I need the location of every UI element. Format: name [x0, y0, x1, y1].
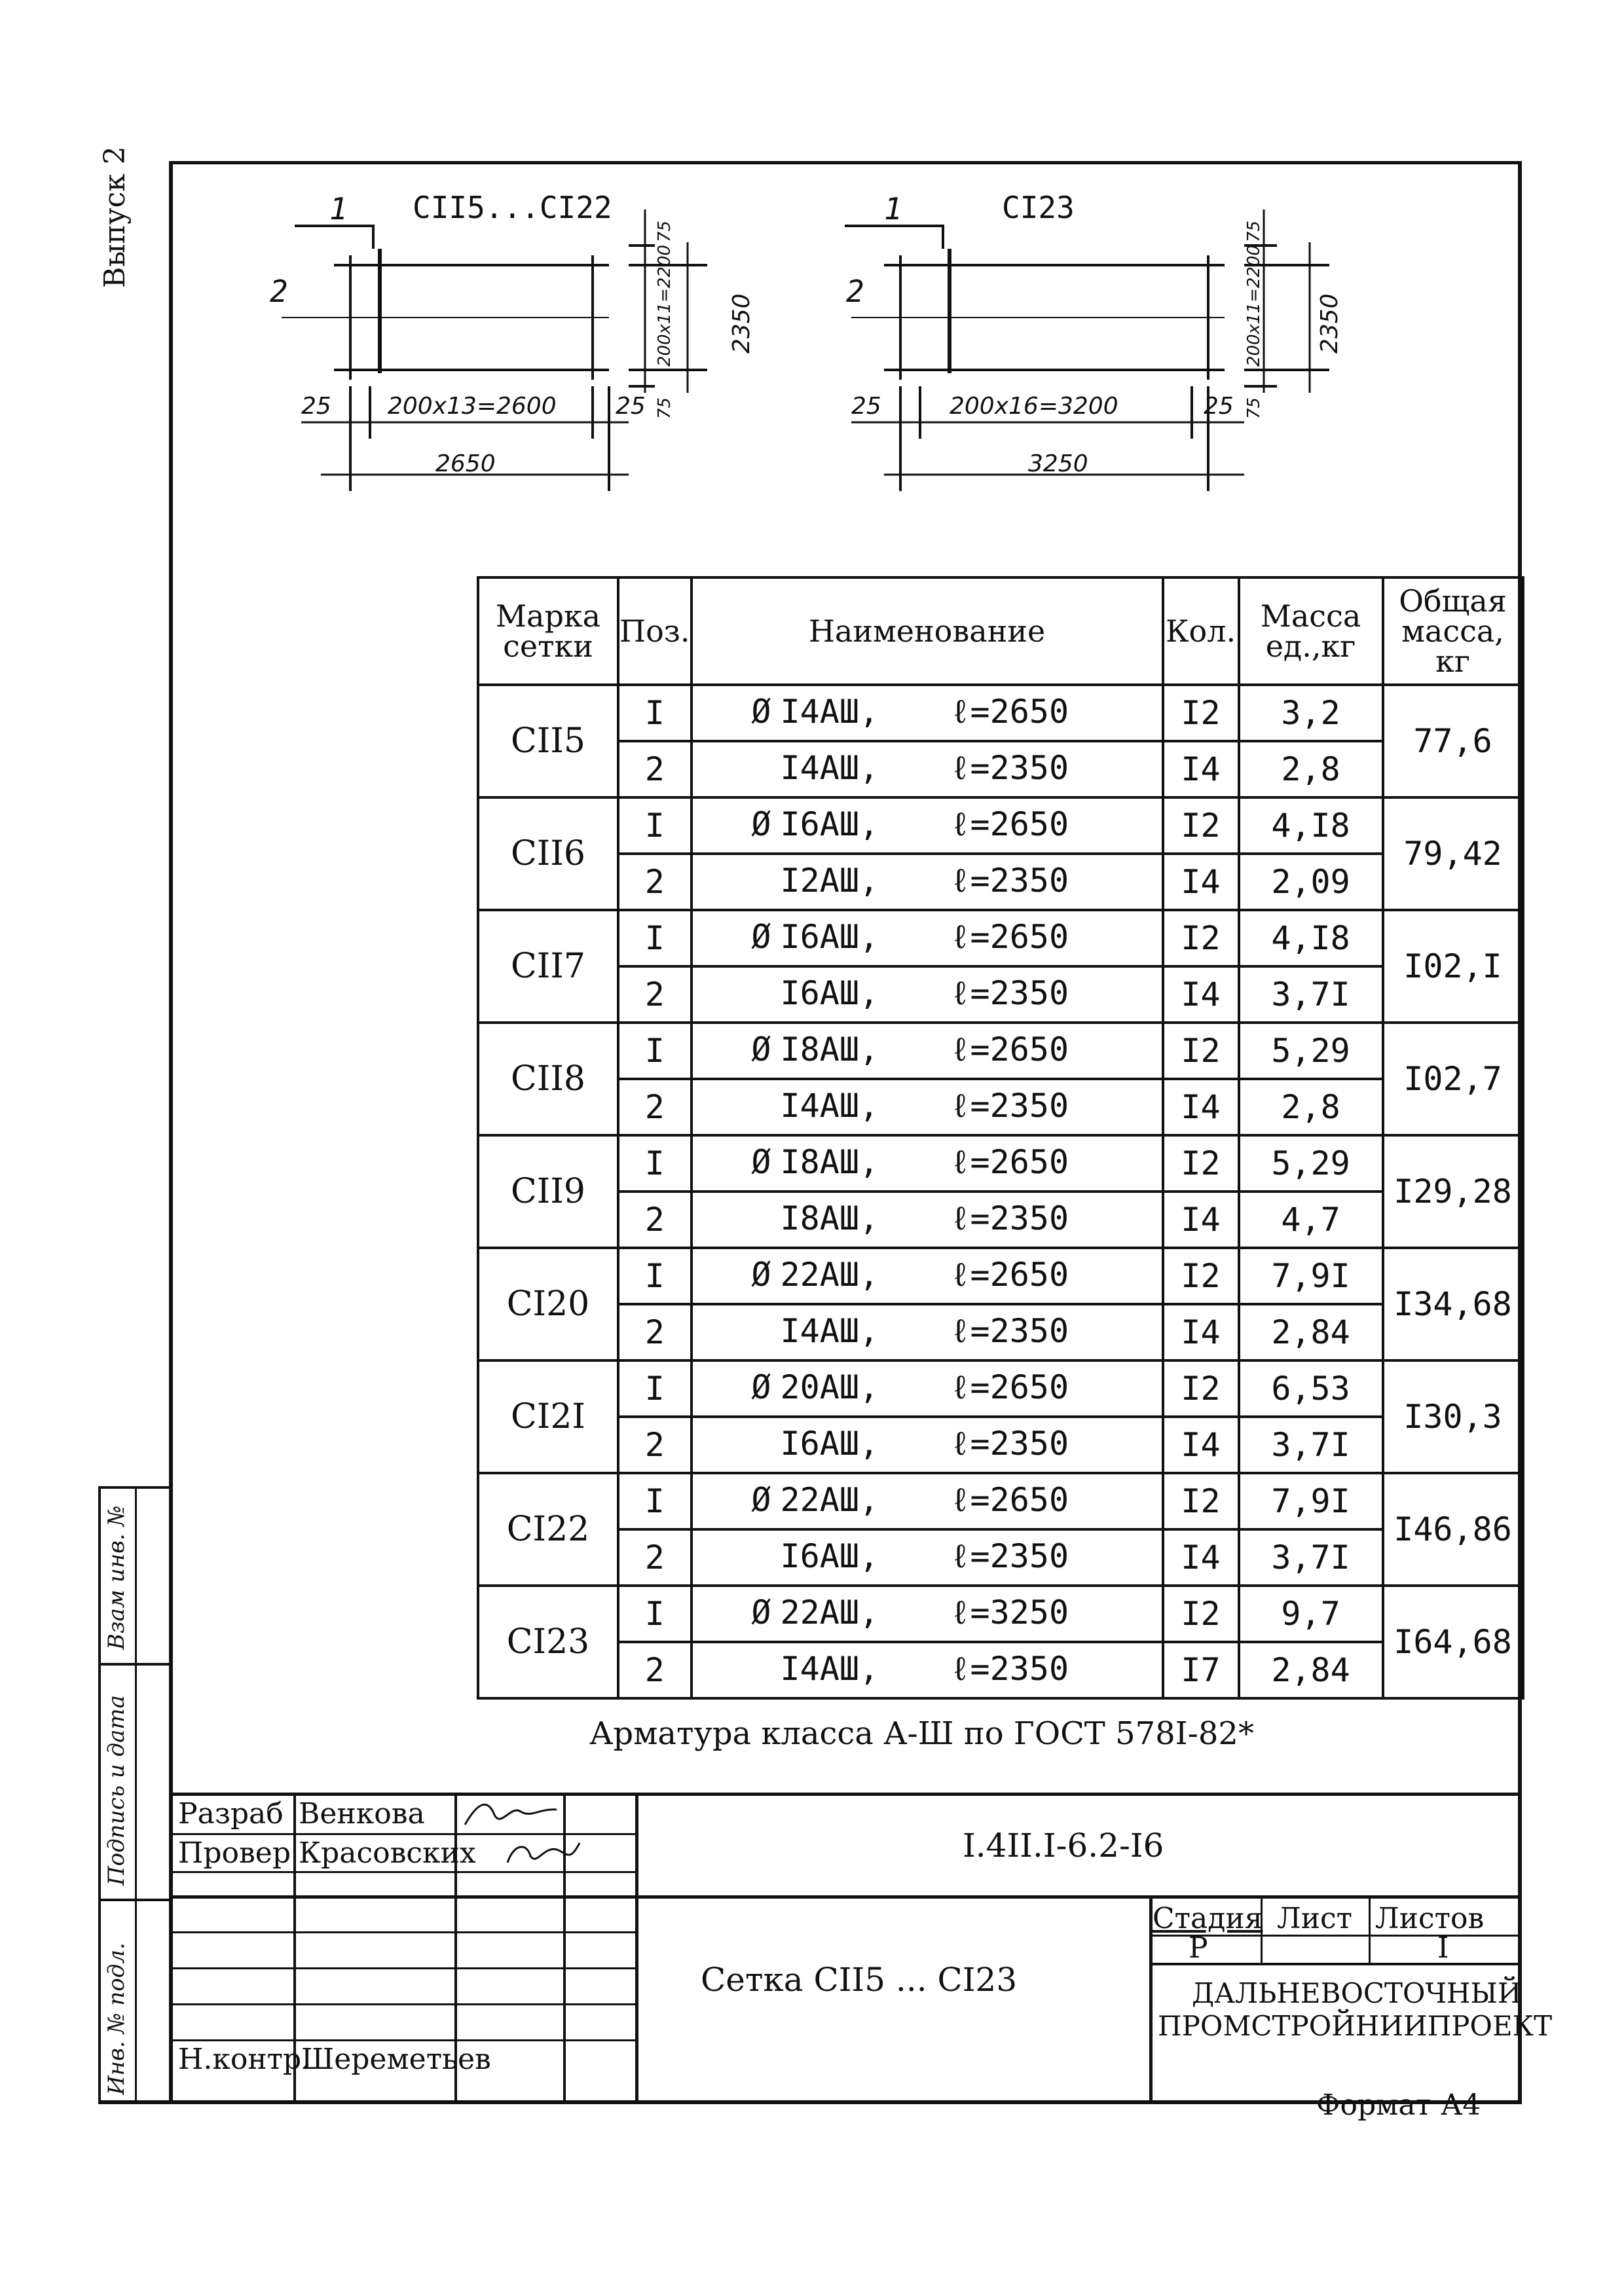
bar-length: ℓ=3250 [950, 1594, 1069, 1631]
cell-pos: 2 [618, 1529, 692, 1586]
callout-1-a: 1 [329, 191, 348, 227]
cell-pos: 2 [618, 1079, 692, 1135]
dim-height-a: 2350 [728, 293, 755, 354]
tb-row-line-5 [173, 1967, 638, 1969]
bar-length: ℓ=2350 [950, 974, 1069, 1012]
cell-mass: 4,I8 [1239, 797, 1383, 854]
cell-mass: 2,8 [1239, 1079, 1383, 1135]
diameter-symbol: Ø [751, 1256, 771, 1294]
side-stamp-col [98, 1486, 101, 2104]
header-qty: Кол. [1163, 577, 1239, 685]
bar-grade: 22АШ, [780, 1256, 879, 1294]
cell-mass: 2,8 [1239, 741, 1383, 797]
cell-qty: I4 [1163, 1529, 1239, 1586]
cell-mass: 6,53 [1239, 1360, 1383, 1417]
diameter-symbol: Ø [751, 1594, 771, 1631]
dim-right-a: 25 [616, 393, 646, 420]
table-row [478, 1473, 1523, 1529]
diameter-symbol: Ø [751, 918, 771, 956]
dim-top-b: 75 [1244, 220, 1264, 242]
cell-total: I02,I [1383, 910, 1523, 1023]
bar-length: ℓ=2650 [950, 918, 1069, 956]
dim-span-a: 200x13=2600 [388, 393, 557, 420]
cell-mark: СI20 [478, 1248, 618, 1360]
callout-2-b: 2 [846, 274, 864, 309]
org-line-1: ДАЛЬНЕВОСТОЧНЫЙ [1192, 1977, 1522, 2009]
cell-pos: I [618, 797, 692, 854]
cell-mark: СI23 [478, 1586, 618, 1698]
cell-mass: 2,09 [1239, 854, 1383, 910]
table-row [478, 1248, 1523, 1304]
bar-grade: I6АШ, [780, 918, 879, 956]
cell-mass: 5,29 [1239, 1135, 1383, 1192]
table-row [478, 1192, 1523, 1248]
cell-qty: I2 [1163, 797, 1239, 854]
tb-name-checker: Красовских [299, 1836, 476, 1870]
cell-total: I30,3 [1383, 1360, 1523, 1473]
cell-name [692, 1642, 1163, 1698]
cell-qty: I4 [1163, 854, 1239, 910]
bar-grade: I8АШ, [780, 1143, 879, 1181]
stage-label: Стадия [1153, 1902, 1263, 1935]
doc-code: I.4II.I-6.2-I6 [963, 1827, 1164, 1865]
dim-left-b: 25 [851, 393, 881, 420]
cell-pos: I [618, 1248, 692, 1304]
cell-qty: I2 [1163, 1473, 1239, 1529]
bar-length: ℓ=2350 [950, 1199, 1069, 1237]
dim-total-b: 3250 [1028, 450, 1088, 477]
cell-name [692, 1304, 1163, 1360]
tb-role-normcontrol: Н.контр. [178, 2043, 311, 2076]
tb-role-developer: Разраб [178, 1797, 284, 1831]
header-mark: Марка сетки [478, 577, 618, 685]
cell-mark: СII8 [478, 1023, 618, 1135]
dim-height-b: 2350 [1316, 293, 1343, 354]
signature-2 [504, 1836, 583, 1869]
bar-grade: I6АШ, [780, 805, 879, 843]
side-vzam: Взам инв. № [103, 1505, 130, 1650]
table-row [478, 1135, 1523, 1192]
cell-name [692, 966, 1163, 1023]
dim-mid-a: 200x11=2200 [655, 244, 674, 367]
tb-role-checker: Провер [178, 1836, 291, 1870]
cell-qty: I4 [1163, 966, 1239, 1023]
cell-name [692, 854, 1163, 910]
bar-grade: I4АШ, [780, 1087, 879, 1125]
cell-name [692, 1192, 1163, 1248]
cell-name [692, 1473, 1163, 1529]
table-row [478, 854, 1523, 910]
cell-name [692, 1023, 1163, 1079]
cell-name [692, 1248, 1163, 1304]
dim-top-a: 75 [655, 220, 674, 242]
tb-row-line-7 [173, 2039, 638, 2041]
cell-mass: 7,9I [1239, 1473, 1383, 1529]
bar-grade: I6АШ, [780, 1425, 879, 1463]
cell-mark: СII7 [478, 910, 618, 1023]
cell-total: I64,68 [1383, 1586, 1523, 1698]
drawing-title-a: СII5...СI22 [413, 190, 612, 225]
diameter-symbol: Ø [751, 693, 771, 731]
bar-grade: 22АШ, [780, 1594, 879, 1631]
cell-pos: I [618, 685, 692, 741]
bar-grade: 22АШ, [780, 1481, 879, 1519]
cell-mass: 3,7I [1239, 966, 1383, 1023]
cell-pos: 2 [618, 741, 692, 797]
cell-mark: СII5 [478, 685, 618, 797]
table-row [478, 1417, 1523, 1473]
tb-row-line-4 [173, 1931, 638, 1933]
cell-name [692, 1417, 1163, 1473]
table-body [478, 685, 1523, 1698]
cell-total: 77,6 [1383, 685, 1523, 797]
cell-pos: 2 [618, 966, 692, 1023]
cell-total: I34,68 [1383, 1248, 1523, 1360]
spec-table [477, 576, 1524, 1700]
cell-qty: I4 [1163, 1417, 1239, 1473]
cell-mass: 4,I8 [1239, 910, 1383, 966]
bar-length: ℓ=2350 [950, 862, 1069, 900]
signature-1 [462, 1795, 560, 1831]
callout-2-a: 2 [270, 274, 288, 309]
table-header-row [478, 577, 1523, 685]
cell-pos: 2 [618, 1192, 692, 1248]
doc-title: Сетка СII5 ... СI23 [701, 1961, 1018, 1999]
side-stamp-col-mid [135, 1486, 137, 2104]
dim-bottom-b: 75 [1244, 397, 1264, 419]
dim-span-b: 200x16=3200 [950, 393, 1118, 420]
org-line-2: ПРОМСТРОЙНИИПРОЕКТ [1158, 2010, 1553, 2042]
table-row [478, 1079, 1523, 1135]
header-pos: Поз. [618, 577, 692, 685]
cell-pos: 2 [618, 1417, 692, 1473]
bar-grade: I4АШ, [780, 1312, 879, 1350]
tb-row-line-1 [173, 1833, 638, 1835]
bar-grade: I2АШ, [780, 862, 879, 900]
cell-qty: I2 [1163, 1360, 1239, 1417]
cell-mass: 9,7 [1239, 1586, 1383, 1642]
header-mass: Масса ед.,кг [1239, 577, 1383, 685]
bar-length: ℓ=2650 [950, 1143, 1069, 1181]
cell-qty: I2 [1163, 910, 1239, 966]
table-row [478, 685, 1523, 741]
cell-qty: I2 [1163, 1586, 1239, 1642]
table-row [478, 797, 1523, 854]
side-podpis: Подпись и дата [103, 1695, 130, 1886]
bar-length: ℓ=2650 [950, 805, 1069, 843]
cell-name [692, 1586, 1163, 1642]
bar-length: ℓ=2350 [950, 749, 1069, 787]
tb-row-line-3 [173, 1895, 1522, 1899]
diameter-symbol: Ø [751, 1368, 771, 1406]
bar-grade: I4АШ, [780, 693, 879, 731]
format-label: Формат А4 [1316, 2088, 1481, 2122]
table-row [478, 1360, 1523, 1417]
sheets-value: I [1437, 1931, 1449, 1965]
cell-pos: 2 [618, 854, 692, 910]
cell-mark: СI2I [478, 1360, 618, 1473]
cell-qty: I4 [1163, 1304, 1239, 1360]
drawing-title-b: СI23 [1002, 190, 1075, 225]
table-row [478, 966, 1523, 1023]
table-row [478, 1642, 1523, 1698]
reinforcement-note: Арматура класса А-Ш по ГОСТ 578I-82* [589, 1715, 1254, 1752]
cell-mass: 5,29 [1239, 1023, 1383, 1079]
dim-bottom-a: 75 [655, 397, 674, 419]
bar-length: ℓ=2350 [950, 1537, 1069, 1575]
diameter-symbol: Ø [751, 805, 771, 843]
side-inv-podl: Инв. № подл. [103, 1942, 130, 2095]
bar-grade: 20АШ, [780, 1368, 879, 1406]
header-total: Общая масса, кг [1383, 577, 1523, 685]
cell-pos: I [618, 1135, 692, 1192]
table-row [478, 910, 1523, 966]
series-label: Выпуск 2 [98, 146, 132, 288]
cell-qty: I4 [1163, 741, 1239, 797]
mesh-drawing-1 [236, 177, 773, 517]
cell-mass: 3,2 [1239, 685, 1383, 741]
cell-name [692, 797, 1163, 854]
cell-qty: I2 [1163, 1023, 1239, 1079]
sheet-label: Лист [1277, 1902, 1353, 1935]
tb-bottom-line [98, 2100, 1522, 2104]
table-row [478, 741, 1523, 797]
bar-length: ℓ=2350 [950, 1312, 1069, 1350]
bar-grade: I6АШ, [780, 1537, 879, 1575]
dim-right-b: 25 [1204, 393, 1234, 420]
bar-length: ℓ=2650 [950, 1256, 1069, 1294]
cell-mass: 4,7 [1239, 1192, 1383, 1248]
diameter-symbol: Ø [751, 1481, 771, 1519]
tb-row-line-2 [173, 1871, 638, 1873]
cell-pos: I [618, 1586, 692, 1642]
cell-mark: СII9 [478, 1135, 618, 1248]
tb-row-line-6 [173, 2003, 638, 2005]
cell-total: 79,42 [1383, 797, 1523, 910]
cell-total: I02,7 [1383, 1023, 1523, 1135]
tb-name-normcontrol: Шереметьев [301, 2043, 491, 2076]
cell-mark: СI22 [478, 1473, 618, 1586]
bar-length: ℓ=2650 [950, 693, 1069, 731]
cell-qty: I4 [1163, 1079, 1239, 1135]
tb-col-line-4 [635, 1793, 638, 2100]
bar-grade: I8АШ, [780, 1199, 879, 1237]
cell-qty: I7 [1163, 1642, 1239, 1698]
cell-qty: I2 [1163, 1135, 1239, 1192]
cell-mass: 2,84 [1239, 1642, 1383, 1698]
cell-pos: I [618, 1473, 692, 1529]
cell-mass: 2,84 [1239, 1304, 1383, 1360]
diameter-symbol: Ø [751, 1030, 771, 1068]
dim-mid-b: 200x11=2200 [1244, 244, 1264, 367]
cell-qty: I2 [1163, 1248, 1239, 1304]
bar-grade: I4АШ, [780, 749, 879, 787]
cell-name [692, 741, 1163, 797]
bar-length: ℓ=2650 [950, 1481, 1069, 1519]
cell-pos: I [618, 910, 692, 966]
cell-qty: I4 [1163, 1192, 1239, 1248]
table-row [478, 1023, 1523, 1079]
tb-name-developer: Венкова [299, 1797, 425, 1831]
sheets-label: Листов [1375, 1902, 1485, 1935]
cell-mass: 3,7I [1239, 1417, 1383, 1473]
cell-mass: 3,7I [1239, 1529, 1383, 1586]
diameter-symbol: Ø [751, 1143, 771, 1181]
cell-pos: 2 [618, 1642, 692, 1698]
table-row [478, 1304, 1523, 1360]
bar-grade: I4АШ, [780, 1650, 879, 1688]
bar-grade: I6АШ, [780, 974, 879, 1012]
cell-name [692, 685, 1163, 741]
cell-mark: СII6 [478, 797, 618, 910]
bar-length: ℓ=2350 [950, 1087, 1069, 1125]
bar-length: ℓ=2650 [950, 1368, 1069, 1406]
cell-qty: I2 [1163, 685, 1239, 741]
cell-name [692, 910, 1163, 966]
cell-total: I46,86 [1383, 1473, 1523, 1586]
cell-name [692, 1529, 1163, 1586]
bar-length: ℓ=2350 [950, 1650, 1069, 1688]
dim-left-a: 25 [301, 393, 331, 420]
cell-total: I29,28 [1383, 1135, 1523, 1248]
table-row [478, 1586, 1523, 1642]
dim-total-a: 2650 [435, 450, 496, 477]
cell-pos: 2 [618, 1304, 692, 1360]
bar-length: ℓ=2650 [950, 1030, 1069, 1068]
cell-mass: 7,9I [1239, 1248, 1383, 1304]
header-name: Наименование [692, 577, 1163, 685]
callout-1-b: 1 [884, 191, 902, 227]
bar-grade: I8АШ, [780, 1030, 879, 1068]
cell-pos: I [618, 1360, 692, 1417]
tb-top-line [173, 1793, 1522, 1796]
cell-name [692, 1135, 1163, 1192]
cell-name [692, 1079, 1163, 1135]
cell-name [692, 1360, 1163, 1417]
cell-pos: I [618, 1023, 692, 1079]
table-row [478, 1529, 1523, 1586]
tb-stage-col-2 [1369, 1897, 1371, 1964]
bar-length: ℓ=2350 [950, 1425, 1069, 1463]
stage-value: Р [1189, 1931, 1208, 1965]
